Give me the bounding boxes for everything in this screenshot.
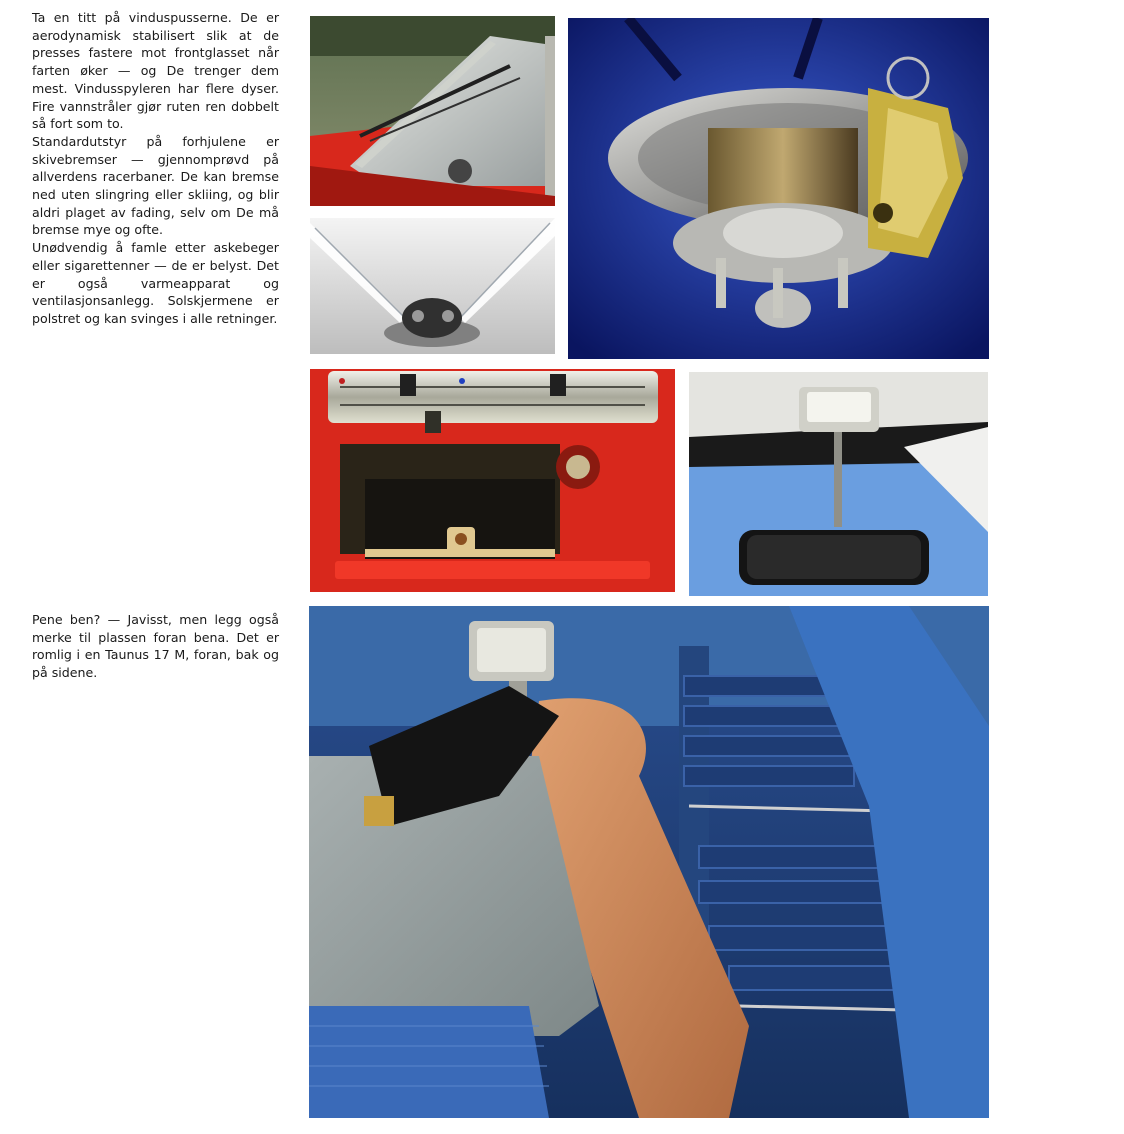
wiper-paragraph: Ta en titt på vinduspusserne. De er aerodynamisk stabilisert slik at de presses fastere mot frontglasset når farten øker — og De trenger dem mest. Vindusspyleren har flere dyser. Fire vannstråler gjør ruten ren dobbelt så fort som to. [32,10,279,132]
wiper-photo [310,16,555,206]
washer-photo [310,218,555,354]
legroom-paragraph: Pene ben? — Javisst, men legg også merke til plassen foran bena. Det er romlig i en Taunus 17 M, foran, bak og på sidene. [32,612,279,681]
mirror-photo [689,372,988,596]
brake-paragraph: Standardutstyr på forhjulene er skivebremser — gjennomprøvd på allverdens racerbaner. De kan bremse ned uten slingring eller skliing, og blir aldri plaget av fading, selv om De må bremse mye og ofte. [32,133,279,238]
interior-paragraph: Unødvendig å famle etter askebeger eller sigarettenner — de er belyst. Det er også varmeapparat og ventilasjonsanlegg. Solskjermene er polstret og kan svinges i alle retninger. [32,240,279,326]
ashtray-photo [310,369,675,592]
intro-text [32,9,279,328]
legroom-photo [309,606,989,1118]
disc-brake-photo [568,18,989,359]
legroom-text [32,611,279,682]
